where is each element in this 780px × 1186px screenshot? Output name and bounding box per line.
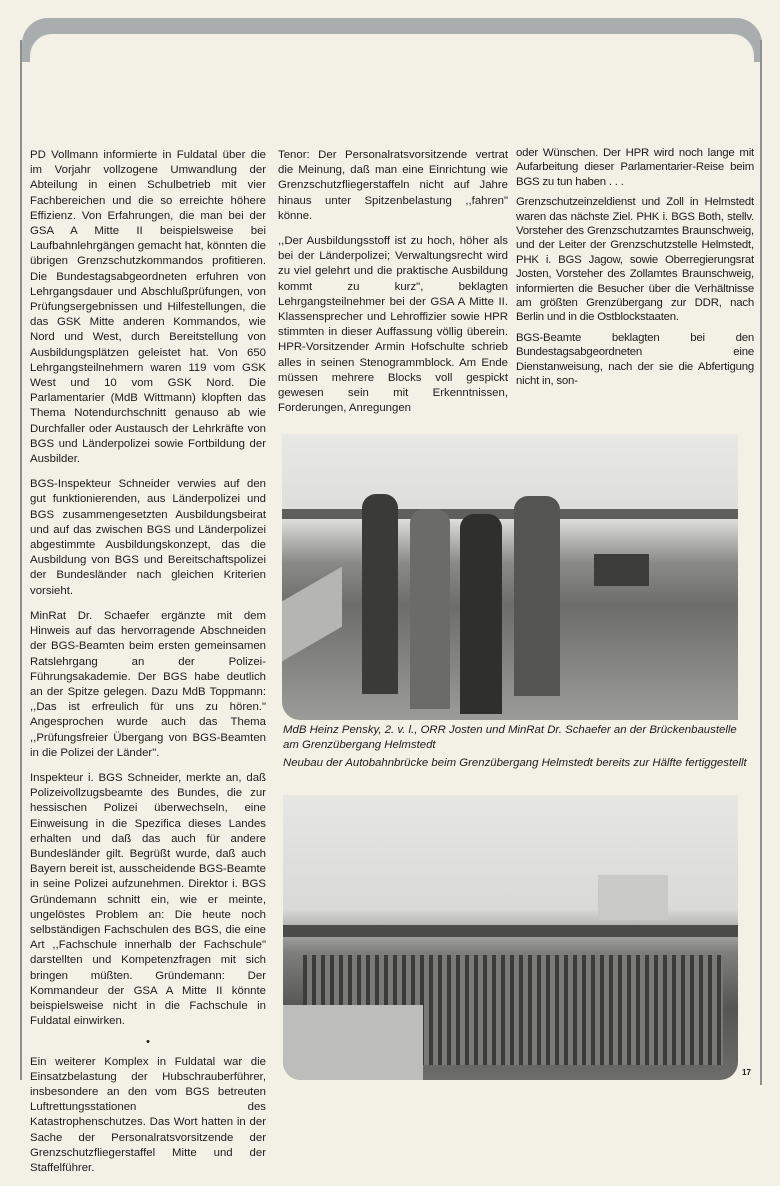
header-banner-inner: [30, 34, 754, 74]
paragraph: BGS-Inspekteur Schneider verwies auf den gut funktionierenden, aus Länderpolizei und BGS zusammengesetzten Ausbildungsbeirat und auf das zwischen BGS und Länderpolizei abgestimmte Ausbildungskonzept, das die Ausbildung von BGS und Bereitschaftspolizei der Bundesländer nach gleichen Kriterien vorsieht.: [30, 478, 266, 597]
paragraph: PD Vollmann informierte in Fuldatal über die im Vorjahr vollzogene Umwandlung der Abteilung in einen Schulbetrieb mit vier Fachbereichen und die so erreichte höhere Effizienz. Von Erfahrungen, die man bei der GSA A Mitte II beispielsweise bei Laufbahnlehrgängen gemacht hat, könnten die übrigen Grenzschutzkommandos profitieren. Die Bundestagsabgeordneten erfuhren von Lehrgangsdauer und Abschlußprüfungen, von Prüfungsergebnissen und Hilfestellungen, die das GSK Mitte anderen Kommandos, wie Nord und West, durch Bereitstellung von Ausbildungsplätzen geleistet hat. Von 650 Lehrgangsteilnehmern waren 119 vom GSK West und 10 vom GSK Nord. Die Parlamentarier (MdB Wittmann) klopften das Thema Notendurchschnitt genauso ab wie Durchfaller oder Austausch der Lehrkräfte von BGS und Länderpolizei sowie Fortbildung der Ausbilder.: [30, 149, 266, 466]
paragraph: Inspekteur i. BGS Schneider, merkte an, daß Polizeivollzugsbeamte des Bundes, die zur hessischen Polizei überwechseln, eine Einweisung in die Spezifica dieses Landes erhalten und daß das auch für andere Bundesländer gilt. Begrüßt wurde, daß auch Bayern bereit ist, ausscheidende BGS-Beamte in seine Polizei aufzunehmen. Direktor i. BGS Gründemann schnitt ein, wie er meinte, ungelöstes Problem an: Die heute noch selbständigen Fachschulen des BGS, die eine Art ,,Fachschule innerhalb der Fachschule" darstellten und Kompetenzfragen mit sich bringen müßten. Gründemann: Der Kommandeur der GSA A Mitte II könnte beispielsweise nicht in die Fachschule in Fuldatal einwirken.: [30, 771, 266, 1028]
photo1-caption: MdB Heinz Pensky, 2. v. l., ORR Josten und MinRat Dr. Schaefer an der Brückenbaustelle am Grenzübergang Helmstedt: [283, 724, 737, 751]
paragraph: MinRat Dr. Schaefer ergänzte mit dem Hinweis auf das hervorragende Abschneiden der BGS-Beamten beim ersten gemeinsamen Ratslehrgang an der Polizei-Führungsakademie. Der BGS habe deutlich an der Spitze gelegen. Dazu MdB Toppmann: ,,Das ist erfreulich für uns zu hören." Angesprochen wurde auch das Thema ,,Prüfungsfreier Übergang von BGS-Beamten in die Polizei der Länder".: [30, 609, 266, 759]
paragraph: Tenor: Der Personalratsvorsitzende vertrat die Meinung, daß man eine Einrichtung wie Grenzschutzfliegerstaffeln nicht auf Jahre hinaus unter Spitzenbelastung ,,fahren" könne.: [278, 149, 508, 222]
photo-bridge-construction: [283, 795, 738, 1080]
right-frame-line: [760, 40, 762, 1085]
page-number: 17: [742, 1068, 751, 1077]
photo2-caption: Neubau der Autobahnbrücke beim Grenzübergang Helmstedt bereits zur Hälfte fertiggestellt: [283, 757, 747, 769]
paragraph: Grenzschutzeinzeldienst und Zoll in Helmstedt waren das nächste Ziel. PHK i. BGS Both, stellv. Vorsteher des Grenzschutzamtes Braunschweig, und der Leiter der Grenzschutzstelle Helmstedt, PHK i. BGS Jagow, sowie Oberregierungsrat Josten, Vorsteher des Zollamtes Braunschweig, informierten die Besucher über die Verhältnisse am größten Grenzübergang zur DDR, nach Berlin und in die Ostblockstaaten.: [516, 196, 754, 324]
photo-border-crossing-group: [282, 434, 738, 720]
section-separator: •: [146, 1036, 150, 1049]
paragraph: Ein weiterer Komplex in Fuldatal war die Einsatzbelastung der Hubschrauberführer, insbesondere an den vom BGS betreuten Luftrettungsstationen des Katastrophenschutzes. Das Wort hatten in der Sache der Personalratsvorsitzende der Grenzschutzfliegerstaffel Mitte und der Staffelführer.: [30, 1055, 266, 1174]
paragraph: BGS-Beamte beklagten bei den Bundestagsabgeordneten eine Dienstanweisung, nach der sie die Abfertigung nicht in, son-: [516, 331, 754, 388]
paragraph: ,,Der Ausbildungsstoff ist zu hoch, höher als bei der Länderpolizei; Verwaltungsrecht wird zu viel gelehrt und die praktische Ausbildung kommt zu kurz", beklagten Lehrgangsteilnehmer bei der GSA A Mitte II. Klassensprecher und Lehroffizier sowie HPR stimmten in dieser Auffassung völlig überein. HPR-Vorsitzender Armin Hofschulte schrieb alles in seinen Stenogrammblock. Am Ende müssen mehrere Blocks voll gespickt gewesen sein mit Erkenntnissen, Forderungen, Anregungen: [278, 235, 508, 415]
paragraph: oder Wünschen. Der HPR wird noch lange mit Aufarbeitung dieser Parlamentarier-Reise beim BGS zu tun haben . . .: [516, 147, 754, 188]
article-column-3: [516, 146, 754, 395]
article-column-1: [30, 148, 266, 1186]
article-column-2: [278, 148, 508, 426]
left-frame-line: [20, 40, 22, 1080]
